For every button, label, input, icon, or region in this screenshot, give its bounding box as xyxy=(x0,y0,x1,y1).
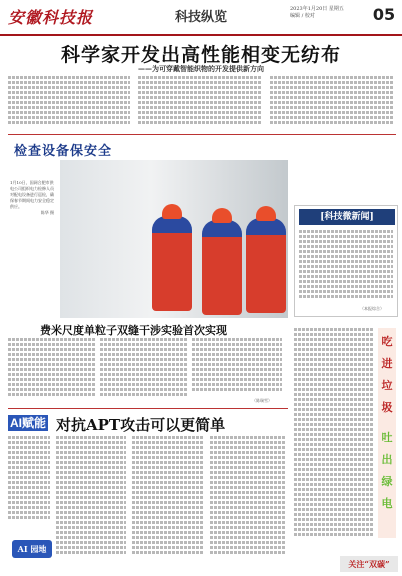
page-number: 05 xyxy=(370,4,398,26)
issue-meta xyxy=(290,6,370,20)
ai-tag-box: AI赋能 xyxy=(9,416,46,430)
right-article-body-col1 xyxy=(294,328,374,550)
masthead xyxy=(0,0,402,36)
vertical-headline-char: 圾 xyxy=(381,401,393,414)
section-title: 科技纵览 xyxy=(175,10,228,25)
article2-body-col2 xyxy=(100,338,188,398)
vertical-headline-char: 吐 xyxy=(381,431,393,444)
lead-body-col1 xyxy=(8,76,130,128)
photo-caption-text: 1月10日，国网合肥市供电公司组织电力检修人员对配电设备进行巡检，确保春节期间电力安全稳定供应。 xyxy=(10,180,54,209)
vertical-headline-char: 吃 xyxy=(381,335,393,348)
vertical-headline-char: 垃 xyxy=(381,379,393,392)
divider xyxy=(8,408,288,409)
ai-body-col3 xyxy=(210,436,286,566)
lead-body-col3 xyxy=(270,76,394,128)
ai-side-body xyxy=(8,436,50,532)
ai-article-title: 对抗APT攻击可以更简单 xyxy=(56,416,226,434)
micro-news-byline: （本报综合） xyxy=(360,306,384,311)
vertical-headline-char: 电 xyxy=(381,497,393,510)
ai-column-logo: AI 园地 xyxy=(12,540,52,558)
lead-headline: 科学家开发出高性能相变无纺布 xyxy=(60,44,341,66)
worker-figure xyxy=(152,216,192,311)
vertical-headline-char: 出 xyxy=(381,453,393,466)
ai-body-col2 xyxy=(132,436,204,566)
vertical-headline-char: 绿 xyxy=(381,475,393,488)
article2-body-col3 xyxy=(192,338,282,398)
micro-news-head: [科技微新闻] xyxy=(299,209,395,225)
article2-title: 费米尺度单粒子双缝干涉实验首次实现 xyxy=(40,324,227,337)
vertical-headline-char: 进 xyxy=(381,357,393,370)
issue-editor: 编辑 / 校对 xyxy=(290,13,315,19)
worker-figure xyxy=(202,220,242,315)
worker-figure xyxy=(246,218,286,313)
ai-body-col1 xyxy=(56,436,126,566)
issue-date: 2023年1月20日 星期五 xyxy=(290,6,344,12)
news-photo xyxy=(60,160,288,318)
newspaper-logo: 安徽科技报 xyxy=(8,8,94,27)
photo-caption xyxy=(10,180,54,216)
lead-subtitle: ——为可穿戴智能织物的开发提供新方向 xyxy=(138,64,264,73)
micro-news-body xyxy=(299,230,393,302)
lead-body-col2 xyxy=(138,76,262,128)
divider xyxy=(8,134,396,135)
photo-news-title: 检查设备保安全 xyxy=(14,144,113,159)
double-carbon-tag: 关注“双碳” xyxy=(340,556,398,572)
article2-byline: （陈瑞雪） xyxy=(252,398,272,403)
article2-body-col1 xyxy=(8,338,96,398)
photo-byline: 陈华 摄 xyxy=(40,210,54,215)
